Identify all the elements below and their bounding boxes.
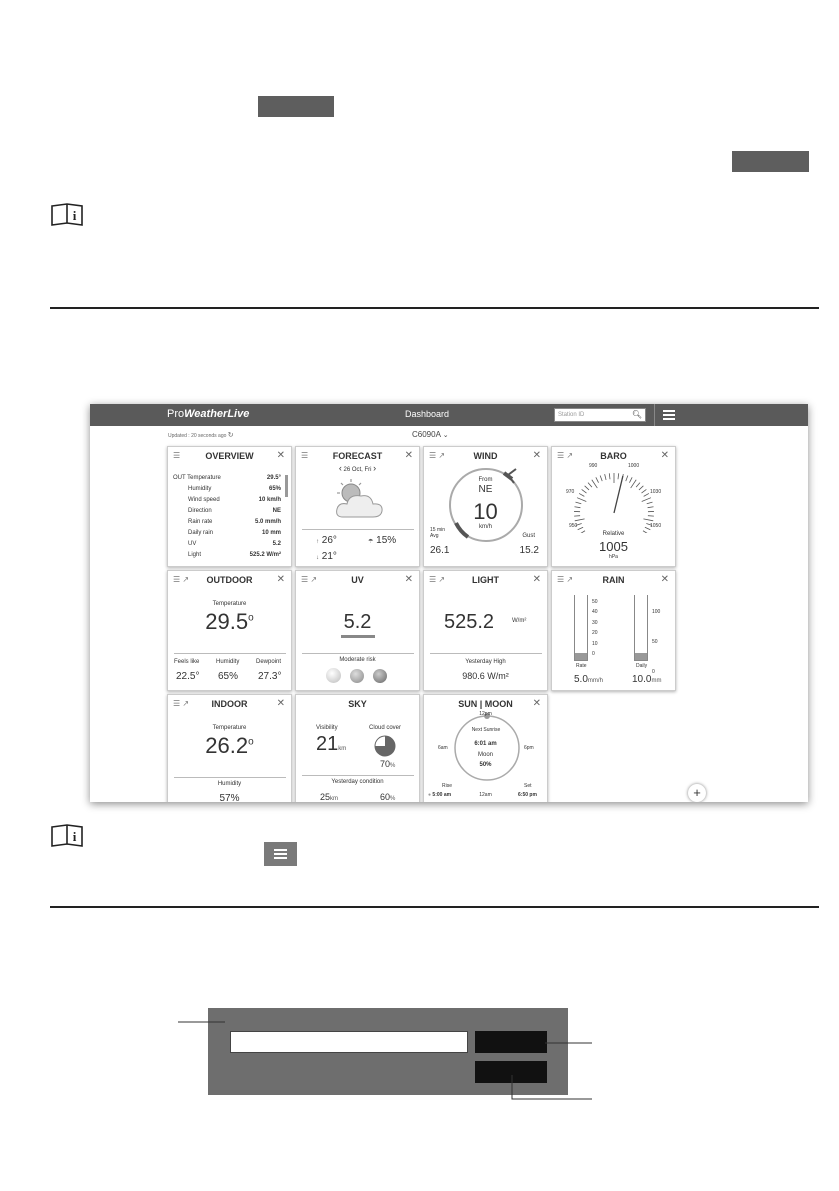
time-12pm: 12pm — [479, 711, 492, 717]
close-icon[interactable]: ✕ — [532, 450, 541, 461]
refresh-icon[interactable]: ↻ — [227, 432, 234, 439]
list-chart-icon[interactable]: ☰ ↗ — [557, 575, 574, 584]
chevron-left-icon[interactable]: ‹ — [338, 463, 342, 473]
tile-title: OUTDOOR — [206, 575, 253, 585]
wind-speed: 10 — [473, 499, 498, 524]
list-chart-icon[interactable]: ☰ ↗ — [301, 575, 318, 584]
close-icon[interactable]: ✕ — [276, 574, 285, 585]
forecast-date: ‹ 26 Oct, Fri › — [338, 463, 377, 473]
set-label: Set — [524, 783, 532, 789]
forecast-low: ↓ 21° — [316, 551, 337, 562]
baro-tick-950: 950 — [569, 523, 578, 529]
list-chart-icon[interactable]: ☰ ↗ — [173, 699, 190, 708]
tile-title: BARO — [600, 451, 627, 461]
yesterday-high-value: 980.6 W/m² — [462, 671, 509, 681]
moon-label: Moon — [477, 752, 493, 758]
tile-title: RAIN — [602, 575, 625, 585]
temperature-label: Temperature — [212, 725, 247, 731]
yesterday-visibility: 25km — [320, 792, 339, 802]
rain-rate-scale: 50 40 30 20 10 0 — [592, 599, 598, 658]
wind-gust: 15.2 — [519, 545, 539, 556]
forecast-rain: ☂ 15% — [368, 535, 397, 546]
cloud-cover-value: 70% — [380, 759, 396, 769]
tile-title: OVERVIEW — [205, 451, 254, 461]
forecast-high: ↑ 26° — [316, 535, 337, 546]
umbrella-icon: ☂ — [368, 539, 374, 545]
time-6am: 6am — [438, 745, 448, 751]
visibility-label: Visibility — [316, 725, 338, 731]
dashboard-title: Dashboard — [405, 409, 450, 419]
tile-title: WIND — [473, 451, 498, 461]
rise-value: ● 5:00 am — [428, 792, 452, 798]
feels-like-label: Feels like — [174, 659, 200, 665]
dewpoint-value: 27.3° — [258, 671, 282, 682]
rise-label: Rise — [442, 783, 453, 789]
baro-tick-1030: 1030 — [650, 489, 662, 495]
feels-like-value: 22.5° — [176, 671, 200, 682]
temperature-label: Temperature — [212, 601, 247, 607]
rain-rate-value: 5.0mm/h — [574, 674, 603, 685]
app-logo: ProWeatherLive — [167, 408, 250, 420]
yesterday-cloud: 60% — [380, 792, 396, 802]
indoor-temperature: 26.2$^o$ — [205, 733, 254, 758]
baro-unit: hPa — [609, 554, 618, 560]
uv-risk-label: Moderate risk — [339, 657, 376, 663]
tile-title: SKY — [348, 699, 367, 709]
close-icon[interactable]: ✕ — [532, 698, 541, 709]
close-icon[interactable]: ✕ — [660, 574, 669, 585]
rain-daily-label: Daily — [636, 663, 648, 669]
humidity-value: 57% — [219, 793, 240, 802]
light-value: 525.2 — [444, 611, 495, 633]
rain-rate-label: Rate — [576, 663, 587, 669]
list-chart-icon[interactable]: ☰ ↗ — [557, 451, 574, 460]
wind-direction: NE — [478, 484, 493, 495]
baro-tick-1050: 1050 — [650, 523, 662, 529]
light-unit: W/m² — [512, 618, 527, 624]
set-value: 6:50 pm — [518, 792, 537, 798]
rain-daily-scale: 100 50 0 — [652, 609, 661, 675]
dewpoint-label: Dewpoint — [256, 659, 282, 665]
tile-title: FORECAST — [332, 451, 383, 461]
tile-title: SUN | MOON — [458, 699, 513, 709]
humidity-label: Humidity — [217, 781, 242, 787]
visibility-value: 21km — [316, 733, 347, 755]
thermometer-up-icon: ↑ — [316, 539, 319, 545]
baro-tick-1000: 1000 — [628, 463, 640, 469]
sun-icon: ● — [428, 792, 432, 798]
wind-gust-label: Gust — [522, 533, 535, 539]
thermometer-down-icon: ↓ — [316, 555, 319, 561]
baro-tick-990: 990 — [589, 463, 598, 469]
close-icon[interactable]: ✕ — [404, 450, 413, 461]
time-12am: 12am — [479, 792, 492, 798]
add-widget-button[interactable]: + — [688, 784, 706, 802]
yesterday-condition-label: Yesterday condition — [331, 779, 384, 785]
close-icon[interactable]: ✕ — [404, 574, 413, 585]
uv-value: 5.2 — [343, 611, 372, 633]
list-icon[interactable]: ☰ — [173, 451, 181, 460]
updated-status: Updated : 20 seconds ago ↻ — [168, 432, 234, 439]
moon-value: 50% — [479, 762, 492, 768]
station-selector[interactable]: C6090A ⌄ — [412, 430, 449, 439]
yesterday-high-label: Yesterday High — [465, 659, 506, 665]
humidity-label: Humidity — [216, 659, 240, 665]
time-6pm: 6pm — [524, 745, 534, 751]
close-icon[interactable]: ✕ — [660, 450, 669, 461]
wind-avg: 26.1 — [430, 545, 450, 556]
baro-relative-label: Relative — [602, 531, 625, 537]
list-chart-icon[interactable]: ☰ ↗ — [429, 451, 446, 460]
list-chart-icon[interactable]: ☰ ↗ — [429, 575, 446, 584]
baro-tick-970: 970 — [566, 489, 575, 495]
close-icon[interactable]: ✕ — [532, 574, 541, 585]
next-sunrise-value: 6:01 am — [474, 741, 497, 747]
wind-unit: km/h — [478, 524, 492, 530]
tile-title: INDOOR — [211, 699, 248, 709]
station-search-input[interactable]: Station ID 🔍︎ — [554, 408, 646, 422]
outdoor-temperature: 29.5$^o$ — [205, 609, 254, 634]
wind-avg-label: 15 min Avg — [430, 527, 446, 539]
overview-rows: OUT Temperature 29.5° Humidity 65% Wind speed 10 km/h Direction NE Rain rate 5.0 mm/h Daily rain 10 mm UV 5.2 Light 525.2 W/m² — [173, 475, 281, 558]
list-chart-icon[interactable]: ☰ ↗ — [173, 575, 190, 584]
close-icon[interactable]: ✕ — [276, 698, 285, 709]
close-icon[interactable]: ✕ — [276, 450, 285, 461]
list-icon[interactable]: ☰ — [301, 451, 309, 460]
search-icon[interactable]: 🔍︎ — [631, 410, 642, 419]
next-sunrise-label: Next Sunrise — [471, 727, 501, 733]
svg-text:i: i — [72, 829, 77, 844]
humidity-value: 65% — [218, 671, 239, 682]
wind-from-label: From — [478, 477, 493, 483]
cloud-cover-label: Cloud cover — [369, 725, 402, 731]
chevron-down-icon: ⌄ — [442, 432, 449, 439]
tile-title: LIGHT — [472, 575, 499, 585]
tile-title: UV — [351, 575, 364, 585]
chevron-right-icon[interactable]: › — [373, 463, 377, 473]
baro-value: 1005 — [599, 539, 628, 554]
svg-text:i: i — [72, 208, 77, 223]
rain-daily-value: 10.0mm — [632, 674, 662, 685]
